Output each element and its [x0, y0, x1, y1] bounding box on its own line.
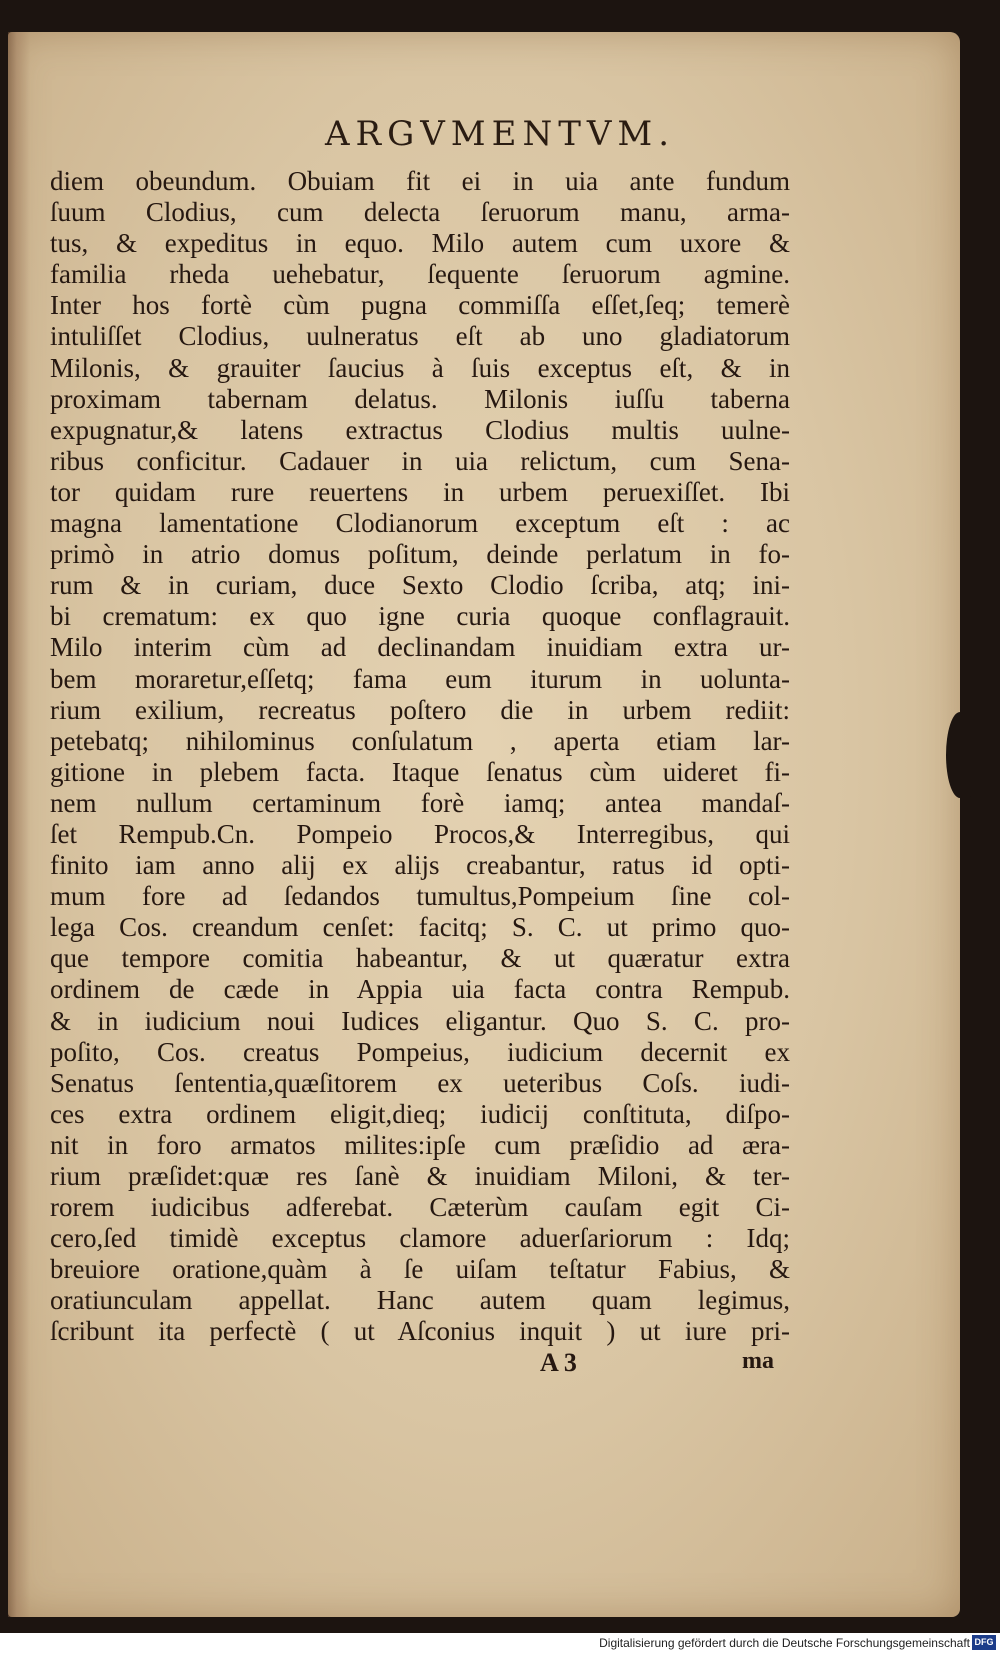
text-line: bi crematum: ex quo igne curia quoque conflagrauit. — [50, 601, 790, 632]
text-line: & in iudicium noui Iudices eligantur. Quo S. C. pro- — [50, 1005, 790, 1036]
text-line: petebatq; nihilominus conſulatum , aperta etiam lar- — [50, 725, 790, 756]
text-line: rium exilium, recreatus poſtero die in urbem rediit: — [50, 694, 790, 725]
text-line: primò in atrio domus poſitum, deinde perlatum in fo- — [50, 539, 790, 570]
text-line: diem obeundum. Obuiam fit ei in uia ante fundum — [50, 166, 790, 196]
text-line: ſuum Clodius, cum delecta ſeruorum manu, arma- — [50, 197, 790, 228]
text-line: ces extra ordinem eligit,dieq; iudicij conſtituta, diſpo- — [50, 1098, 790, 1129]
text-line: breuiore oratione,quàm à ſe uiſam teſtatur Fabius, & — [50, 1254, 790, 1285]
text-line: proximam tabernam delatus. Milonis iuſſu taberna — [50, 383, 790, 414]
text-line: ribus conficitur. Cadauer in uia relictum, cum Sena- — [50, 445, 790, 476]
text-line: rum & in curiam, duce Sexto Clodio ſcriba, atq; ini- — [50, 570, 790, 601]
page-heading: ARGVMENTVM. — [324, 114, 676, 154]
text-line: intuliſſet Clodius, uulneratus eſt ab uno gladiatorum — [50, 321, 790, 352]
text-line: ordinem de cæde in Appia uia facta contra Rempub. — [50, 974, 790, 1005]
text-line: tus, & expeditus in equo. Milo autem cum uxore & — [50, 228, 790, 259]
text-line: Milo interim cùm ad declinandam inuidiam extra ur- — [50, 632, 790, 663]
text-line: magna lamentatione Clodianorum exceptum eſt : ac — [50, 508, 790, 539]
text-line: tor quidam rure reuertens in urbem peruexiſſet. Ibi — [50, 476, 790, 507]
text-line: poſito, Cos. creatus Pompeius, iudicium decernit ex — [50, 1036, 790, 1067]
text-line: ſet Rempub.Cn. Pompeio Procos,& Interregibus, qui — [50, 818, 790, 849]
text-line: cero,ſed timidè exceptus clamore aduerſariorum : Idq; — [50, 1223, 790, 1254]
text-line: gitione in plebem facta. Itaque ſenatus cùm uideret fi- — [50, 756, 790, 787]
text-line: ſcribunt ita perfectè ( ut Aſconius inquit ) ut iure pri- — [50, 1316, 790, 1347]
text-line: Milonis, & grauiter ſaucius à ſuis exceptus eſt, & in — [50, 352, 790, 383]
text-line: lega Cos. creandum cenſet: facitq; S. C. ut primo quo- — [50, 912, 790, 943]
signature-mark: A 3 — [540, 1348, 577, 1377]
text-line: familia rheda uehebatur, ſequente ſeruorum agmine. — [50, 259, 790, 290]
text-line: oratiunculam appellat. Hanc autem quam legimus, — [50, 1285, 790, 1316]
dfg-logo-icon: DFG — [972, 1635, 996, 1650]
page-edge-damage — [946, 712, 974, 798]
catchword: ma — [742, 1348, 774, 1374]
text-line: expugnatur,& latens extractus Clodius multis uulne- — [50, 414, 790, 445]
text-line: rorem iudicibus adferebat. Cæterùm cauſam egit Ci- — [50, 1192, 790, 1223]
text-line: nit in foro armatos milites:ipſe cum præſidio ad æra- — [50, 1129, 790, 1160]
text-line: nem nullum certaminum forè iamq; antea mandaſ- — [50, 787, 790, 818]
text-line: que tempore comitia habeantur, & ut quæratur extra — [50, 943, 790, 974]
text-line: Inter hos fortè cùm pugna commiſſa eſſet,ſeq; temerè — [50, 290, 790, 321]
text-line: Senatus ſententia,quæſitorem ex ueteribus Coſs. iudi- — [50, 1067, 790, 1098]
text-line: mum fore ad ſedandos tumultus,Pompeium ſine col- — [50, 881, 790, 912]
body-text — [50, 166, 790, 1348]
text-line: rium præſidet:quæ res ſanè & inuidiam Miloni, & ter- — [50, 1161, 790, 1191]
page-gutter-shadow — [8, 32, 30, 1617]
digitization-credit: Digitalisierung gefördert durch die Deutsche Forschungsgemeinschaft — [599, 1636, 970, 1650]
text-line: finito iam anno alij ex alijs creabantur, ratus id opti- — [50, 850, 790, 881]
text-line: bem moraretur,eſſetq; fama eum iturum in uolunta- — [50, 663, 790, 694]
